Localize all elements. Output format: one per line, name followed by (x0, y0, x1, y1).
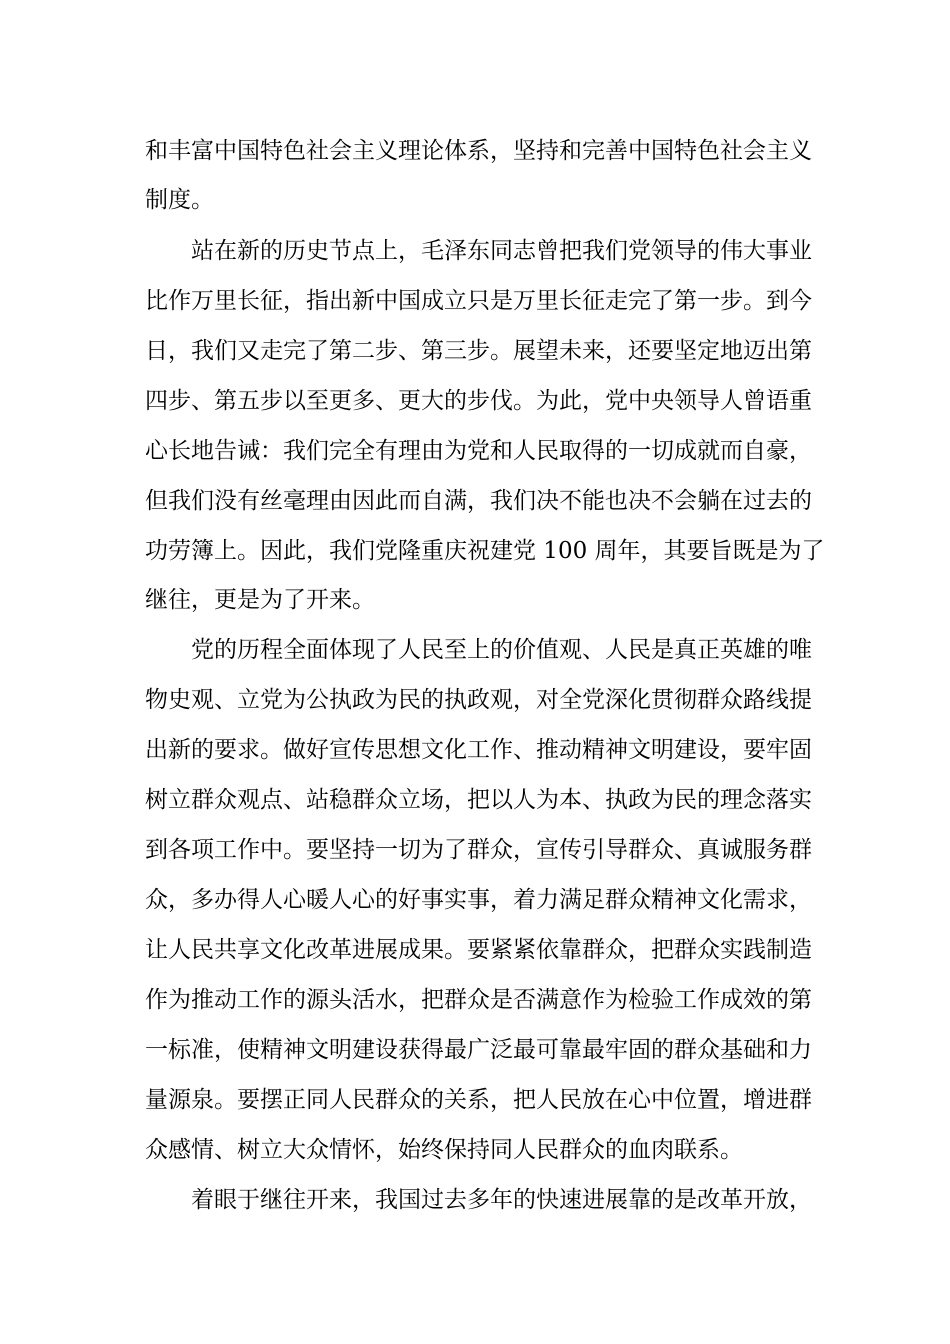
paragraph-first-line: 着眼于继往开来，我国过去多年的快速进展靠的是改革开放， (191, 1187, 812, 1213)
text-line: 比作万里长征，指出新中国成立只是万里长征走完了第一步。到今 (145, 288, 812, 314)
text-line: 日，我们又走完了第二步、第三步。展望未来，还要坚定地迈出第 (145, 338, 812, 364)
text-line: 四步、第五步以至更多、更大的步伐。为此，党中央领导人曾语重 (145, 388, 812, 414)
text-line: 树立群众观点、站稳群众立场，把以人为本、执政为民的理念落实 (145, 787, 812, 813)
text-line: 继往，更是为了开来。 (145, 587, 375, 613)
text-line: 但我们没有丝毫理由因此而自满，我们决不能也决不会躺在过去的 (145, 488, 812, 514)
paragraph-first-line: 站在新的历史节点上，毛泽东同志曾把我们党领导的伟大事业 (191, 238, 812, 264)
text-line: 让人民共享文化改革进展成果。要紧紧依靠群众，把群众实践制造 (145, 937, 812, 963)
text-line: 一标准，使精神文明建设获得最广泛最可靠最牢固的群众基础和力 (145, 1037, 812, 1063)
text-line: 出新的要求。做好宣传思想文化工作、推动精神文明建设，要牢固 (145, 737, 812, 763)
text-line: 众，多办得人心暖人心的好事实事，着力满足群众精神文化需求， (145, 887, 812, 913)
text-line: 作为推动工作的源头活水，把群众是否满意作为检验工作成效的第 (145, 987, 812, 1013)
text-line: 物史观、立党为公执政为民的执政观，对全党深化贯彻群众路线提 (145, 687, 812, 713)
text-line: 制度。 (145, 187, 214, 213)
text-line: 心长地告诫：我们完全有理由为党和人民取得的一切成就而自豪， (145, 438, 812, 464)
text-line: 众感情、树立大众情怀，始终保持同人民群众的血肉联系。 (145, 1137, 743, 1163)
text-line: 量源泉。要摆正同人民群众的关系，把人民放在心中位置，增进群 (145, 1087, 812, 1113)
text-line: 和丰富中国特色社会主义理论体系，坚持和完善中国特色社会主义 (145, 138, 812, 164)
text-line: 到各项工作中。要坚持一切为了群众，宣传引导群众、真诚服务群 (145, 837, 812, 863)
text-line: 功劳簿上。因此，我们党隆重庆祝建党 100 周年，其要旨既是为了 (145, 538, 825, 564)
paragraph-first-line: 党的历程全面体现了人民至上的价值观、人民是真正英雄的唯 (191, 637, 812, 663)
